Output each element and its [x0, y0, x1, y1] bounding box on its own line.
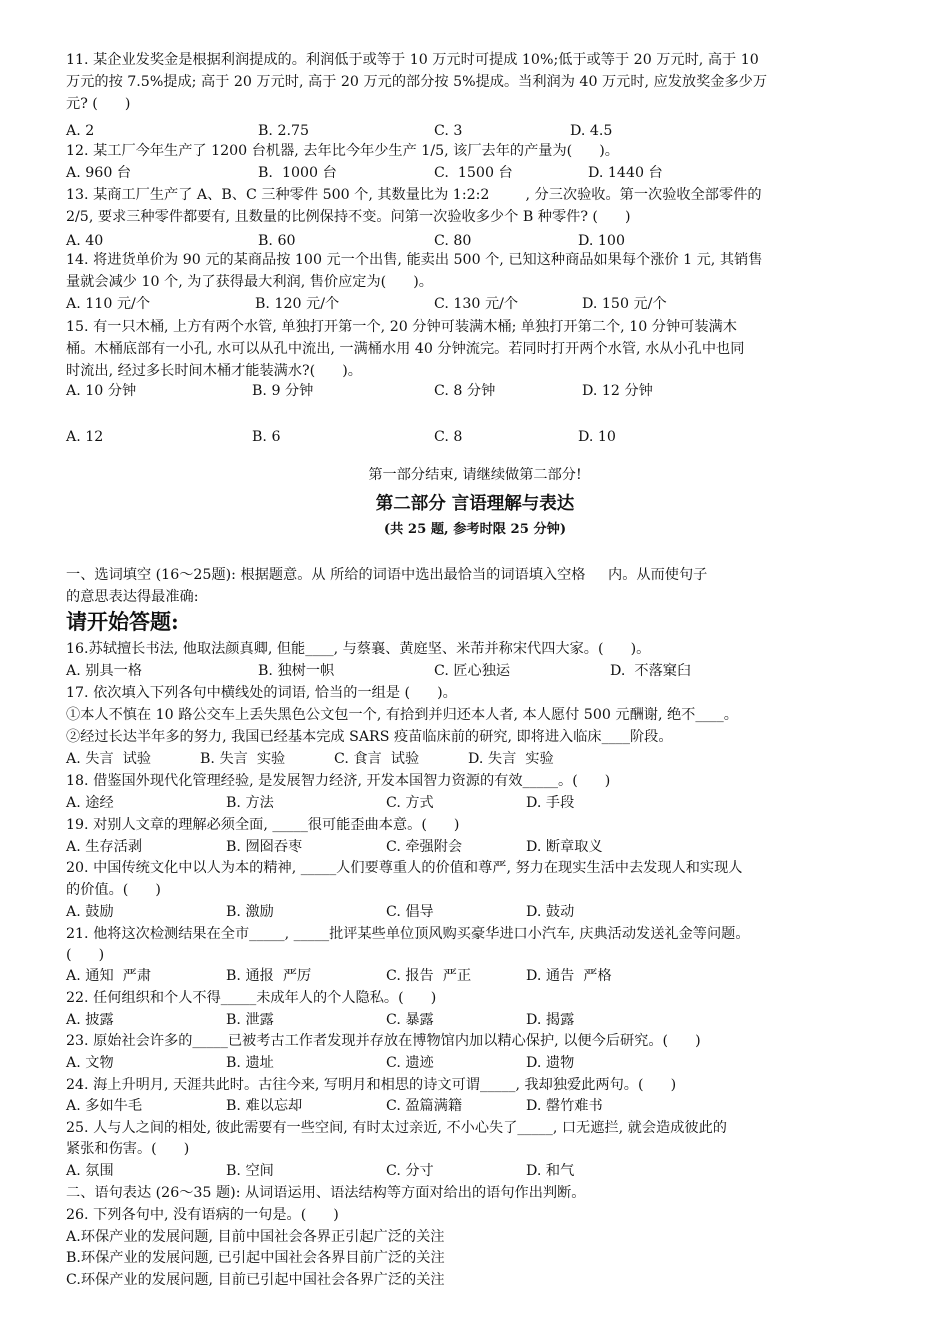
part2-subtitle: (共 25 题, 参考时限 25 分钟) [383, 522, 567, 537]
q14-line: 量就会减少 10 个, 为了获得最大利润, 售价应定为( )。 [66, 274, 433, 290]
section2-intro: 二、语句表达 (26～35 题): 从词语运用、语法结构等方面对给出的语句作出判断。 [66, 1185, 586, 1201]
part1-end-note: 第一部分结束, 请继续做第二部分! [368, 467, 582, 483]
q15-option-b: B. 9 分钟 [252, 383, 314, 399]
q17-option-c: C. 食言 试验 [334, 751, 420, 767]
q15-line: 桶。木桶底部有一小孔, 水可以从孔中流出, 一满桶水用 40 分钟流完。若同时打开两个水管, 水从小孔中也同 [66, 341, 745, 357]
q19-option-c: C. 牵强附会 [386, 839, 463, 855]
q11-line: 11. 某企业发奖金是根据利润提成的。利润低于或等于 10 万元时可提成 10%;低于或等于 20 万元时, 高于 10 [66, 52, 759, 68]
q15-line: 15. 有一只木桶, 上方有两个水管, 单独打开第一个, 20 分钟可装满木桶; 单独打开第二个, 10 分钟可装满木 [66, 319, 737, 335]
section1-intro: 一、选词填空 (16～25题): 根据题意。从 所给的词语中选出最恰当的词语填入空格 内。从而使句子 [66, 567, 708, 583]
q26-option-b: B.环保产业的发展问题, 已引起中国社会各界目前广泛的关注 [66, 1250, 445, 1266]
q14-option-c: C. 130 元/个 [434, 296, 519, 312]
q13-option-a: A. 40 [66, 233, 104, 249]
q19-option-a: A. 生存活剥 [66, 839, 143, 855]
extra-option-a: A. 12 [66, 429, 104, 445]
q14-line: 14. 将进货单价为 90 元的某商品按 100 元一个出售, 能卖出 500 个, 已知这种商品如果每个涨价 1 元, 其销售 [66, 252, 763, 268]
q12-option-c: C. 1500 台 [434, 165, 513, 181]
q23-option-d: D. 遗物 [526, 1055, 575, 1071]
q13-line: 13. 某商工厂生产了 A、B、C 三种零件 500 个, 其数量比为 1:2:2 , 分三次验收。第一次验收全部零件的 [66, 187, 762, 203]
q17-option-d: D. 失言 实验 [468, 751, 554, 767]
q11-line: 万元的按 7.5%提成; 高于 20 万元时, 高于 20 万元的部分按 5%提成。当利润为 40 万元时, 应发放奖金多少万 [66, 74, 768, 90]
q24-option-d: D. 罄竹难书 [526, 1098, 603, 1114]
q13-line: 2/5, 要求三种零件都要有, 且数量的比例保持不变。问第一次验收多少个 B 种零件? ( ) [66, 209, 631, 225]
q11-option-d: D. 4.5 [570, 123, 613, 139]
q18-option-a: A. 途经 [66, 795, 114, 811]
q25-option-c: C. 分寸 [386, 1163, 434, 1179]
q15-option-d: D. 12 分钟 [582, 383, 653, 399]
q13-option-d: D. 100 [578, 233, 625, 249]
q14-option-a: A. 110 元/个 [66, 296, 151, 312]
q14-option-b: B. 120 元/个 [255, 296, 340, 312]
q20-option-d: D. 鼓动 [526, 904, 575, 920]
q15-option-c: C. 8 分钟 [434, 383, 496, 399]
q23-line: 23. 原始社会许多的_____已被考古工作者发现并存放在博物馆内加以精心保护, 以便今后研究。( ) [66, 1033, 701, 1049]
q21-option-c: C. 报告 严正 [386, 968, 472, 984]
q23-option-b: B. 遗址 [226, 1055, 274, 1071]
q22-option-a: A. 披露 [66, 1012, 114, 1028]
q17-line: ①本人不慎在 10 路公交车上丢失黑色公文包一个, 有拾到并归还本人者, 本人愿付 500 元酬谢, 绝不____。 [66, 707, 738, 723]
q21-line: 21. 他将这次检测结果在全市_____, _____批评某些单位顶风购买豪华进口小汽车, 庆典活动发送礼金等问题。 [66, 926, 750, 942]
q12-option-a: A. 960 台 [66, 165, 132, 181]
q25-option-b: B. 空间 [226, 1163, 274, 1179]
q26-line: 26. 下列各句中, 没有语病的一句是。( ) [66, 1207, 339, 1223]
q22-option-d: D. 揭露 [526, 1012, 575, 1028]
q19-line: 19. 对别人文章的理解必须全面, _____很可能歪曲本意。( ) [66, 817, 460, 833]
q20-line: 20. 中国传统文化中以人为本的精神, _____人们要尊重人的价值和尊严, 努力在现实生活中去发现人和实现人 [66, 860, 743, 876]
q22-option-c: C. 暴露 [386, 1012, 434, 1028]
q19-option-d: D. 断章取义 [526, 839, 603, 855]
q26-option-a: A.环保产业的发展问题, 目前中国社会各界正引起广泛的关注 [66, 1229, 445, 1245]
part2-title: 第二部分 言语理解与表达 [375, 494, 575, 514]
q20-option-a: A. 鼓励 [66, 904, 114, 920]
start-heading: 请开始答题: [66, 609, 179, 634]
q20-line: 的价值。( ) [66, 882, 161, 898]
q12-option-d: D. 1440 台 [588, 165, 663, 181]
q20-option-b: B. 激励 [226, 904, 274, 920]
q23-option-c: C. 遗迹 [386, 1055, 434, 1071]
q18-option-d: D. 手段 [526, 795, 575, 811]
q21-line: ( ) [66, 947, 105, 963]
q13-option-c: C. 80 [434, 233, 472, 249]
q24-option-c: C. 盈篇满籍 [386, 1098, 463, 1114]
q20-option-c: C. 倡导 [386, 904, 434, 920]
q22-option-b: B. 泄露 [226, 1012, 274, 1028]
q22-line: 22. 任何组织和个人不得_____未成年人的个人隐私。( ) [66, 990, 437, 1006]
q24-line: 24. 海上升明月, 天涯共此时。古往今来, 写明月和相思的诗文可谓_____, 我却独爱此两句。( ) [66, 1077, 677, 1093]
q16-option-c: C. 匠心独运 [434, 663, 511, 679]
q16-option-a: A. 别具一格 [66, 663, 143, 679]
q16-option-b: B. 独树一帜 [258, 663, 335, 679]
q11-option-a: A. 2 [66, 123, 95, 139]
q12-line: 12. 某工厂今年生产了 1200 台机器, 去年比今年少生产 1/5, 该厂去年的产量为( )。 [66, 143, 619, 159]
q14-option-d: D. 150 元/个 [582, 296, 667, 312]
q18-option-c: C. 方式 [386, 795, 434, 811]
q17-line: ②经过长达半年多的努力, 我国已经基本完成 SARS 疫苗临床前的研究, 即将进入临床____阶段。 [66, 729, 673, 745]
q13-option-b: B. 60 [258, 233, 296, 249]
q24-option-a: A. 多如牛毛 [66, 1098, 143, 1114]
q17-line: 17. 依次填入下列各句中横线处的词语, 恰当的一组是 ( )。 [66, 685, 457, 701]
q15-line: 时流出, 经过多长时间木桶才能装满水?( )。 [66, 363, 362, 379]
q16-line: 16.苏轼擅长书法, 他取法颜真卿, 但能____, 与蔡襄、黄庭坚、米芾并称宋代四大家。( )。 [66, 641, 651, 657]
q17-option-b: B. 失言 实验 [200, 751, 286, 767]
q21-option-d: D. 通告 严格 [526, 968, 612, 984]
q19-option-b: B. 囫囵吞枣 [226, 839, 303, 855]
q21-option-a: A. 通知 严肃 [66, 968, 152, 984]
q25-option-a: A. 氛围 [66, 1163, 114, 1179]
q24-option-b: B. 难以忘却 [226, 1098, 303, 1114]
q11-line: 元? ( ) [66, 96, 131, 112]
section1-intro: 的意思表达得最准确: [66, 589, 199, 605]
extra-option-c: C. 8 [434, 429, 463, 445]
q23-option-a: A. 文物 [66, 1055, 114, 1071]
q25-line: 紧张和伤害。( ) [66, 1141, 190, 1157]
q25-line: 25. 人与人之间的相处, 彼此需要有一些空间, 有时太过亲近, 不小心失了_____, 口无遮拦, 就会造成彼此的 [66, 1120, 727, 1136]
q18-option-b: B. 方法 [226, 795, 274, 811]
q12-option-b: B. 1000 台 [258, 165, 337, 181]
q11-option-c: C. 3 [434, 123, 463, 139]
extra-option-b: B. 6 [252, 429, 281, 445]
extra-option-d: D. 10 [578, 429, 616, 445]
q21-option-b: B. 通报 严厉 [226, 968, 312, 984]
q26-option-c: C.环保产业的发展问题, 目前已引起中国社会各界广泛的关注 [66, 1272, 445, 1288]
q25-option-d: D. 和气 [526, 1163, 575, 1179]
q16-option-d: D. 不落窠臼 [610, 663, 692, 679]
q11-option-b: B. 2.75 [258, 123, 310, 139]
q18-line: 18. 借鉴国外现代化管理经验, 是发展智力经济, 开发本国智力资源的有效_____。( ) [66, 773, 611, 789]
q17-option-a: A. 失言 试验 [66, 751, 152, 767]
q15-option-a: A. 10 分钟 [66, 383, 137, 399]
